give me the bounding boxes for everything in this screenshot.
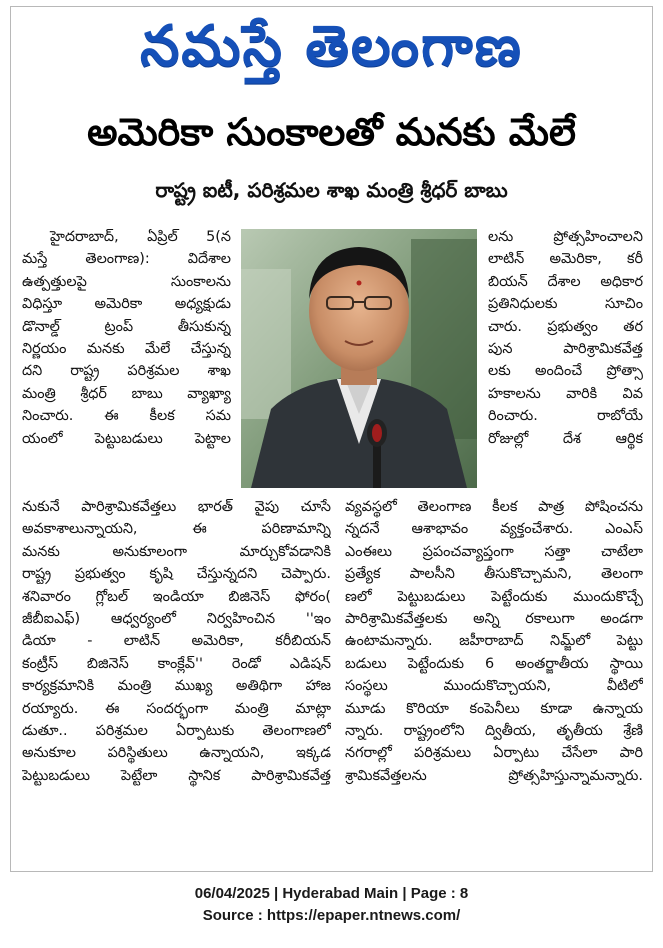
article-line: ఉత్పత్తులపై సుంకాలను (22, 273, 231, 290)
article-line: శనివారం గ్లోబల్ ఇండియా బిజినెస్ ఫోరం( (22, 588, 331, 605)
article-line: మస్తే తెలంగాణ): విదేశాల (22, 251, 231, 268)
article-line: అవకాశాలున్నాయని, ఈ పరిణామాన్ని (22, 521, 331, 538)
article-column-left (22, 226, 231, 450)
article-line: న్నారు. రాష్ట్రంలోని ద్వితీయ, తృతీయ శ్రేణి (345, 723, 643, 740)
article-line: జీబీఐఎఫ్) ఆధ్వర్యంలో నిర్వహించిన ''ఇం (22, 611, 331, 628)
article-line: లను ప్రోత్సహించాలని (488, 229, 643, 245)
edition-line: 06/04/2025 | Hyderabad Main | Page : 8 (194, 885, 469, 902)
article-line: ఉంటామన్నారు. జహీరాబాద్ నిమ్జ్‌లో పెట్టు (345, 633, 643, 650)
article-line: మనకు అనుకూలంగా మార్చుకోవడానికి (22, 543, 331, 560)
article-line: న్నదనే ఆశాభావం వ్యక్తంచేశారు. ఎంఎస్ (345, 521, 643, 538)
article-line: పారిశ్రామికవేత్తలకు అన్ని రకాలుగా అండగా (345, 611, 643, 628)
headline: అమెరికా సుంకాలతో మనకు మేలే (87, 110, 576, 154)
article-line: డుతూ.. పరిశ్రమల ఏర్పాటుకు తెలంగాణలో (22, 723, 331, 740)
article-line: ఎంఈలు ప్రపంచవ్యాప్తంగా సత్తా చాటేలా (345, 543, 643, 560)
article-column-lower-left (22, 496, 331, 787)
page-footer (0, 883, 663, 927)
article-line: డియా - లాటిన్ అమెరికా, కరీబియన్ (22, 633, 331, 650)
article-line: హకాలను వారికి వివ (488, 385, 643, 402)
minister-photo (241, 229, 477, 488)
article-line: ప్రతినిధులకు సూచిం (488, 296, 643, 313)
article-line: దని రాష్ట్ర పరిశ్రమల శాఖ (22, 363, 231, 380)
article-line: విధిస్తూ అమెరికా అధ్యక్షుడు (22, 296, 231, 313)
article-line: మూడు కొరియా కంపెనీలు కూడా ఉన్నాయ (345, 700, 643, 717)
article-column-right (488, 226, 643, 450)
masthead: నమస్తే తెలంగాణ (140, 13, 523, 79)
article-line: రాష్ట్ర ప్రభుత్వం కృషి చేస్తున్నదని చెప్పారు. (22, 566, 331, 583)
article-line: కార్యక్రమానికి మంత్రి ముఖ్య అతిథిగా హాజ (22, 678, 331, 695)
article-line: ణలో పెట్టుబడులు పెట్టేందుకు ముందుకొచ్చే (345, 588, 643, 605)
article-line: రయ్యారు. ఈ సందర్భంగా మంత్రి మాట్లా (22, 700, 331, 717)
article-column-lower-right (345, 496, 643, 787)
article-line: అనుకూల పరిస్థితులు ఉన్నాయని, ఇక్కడ (22, 745, 331, 762)
article-line: కంట్రీస్ బిజినెస్ కాంక్లేవ్'' రెండో ఎడిషన్ (22, 655, 331, 672)
article-line: యంలో పెట్టుబడులు పెట్టాల (22, 430, 231, 447)
article-line: వ్యవస్థలో తెలంగాణ కీలక పాత్ర పోషించను (345, 499, 643, 515)
article-line: నగరాల్లో పరిశ్రమలు ఏర్పాటు చేసేలా పారి (345, 745, 643, 762)
article-line: డొనాల్డ్ ట్రంప్ తీసుకున్న (22, 318, 231, 335)
article-line: నుకునే పారిశ్రామికవేత్తలు భారత్ వైపు చూసే (22, 499, 331, 515)
article-line: రోజుల్లో దేశ ఆర్థిక (488, 430, 643, 447)
article-line: బడులు పెట్టేందుకు 6 అంతర్జాతీయ స్థాయి (345, 655, 643, 672)
portrait-image (241, 229, 477, 488)
article-line: నిర్ణయం మనకు మేలే చేస్తున్న (22, 341, 231, 358)
article-line: పెట్టుబడులు పెట్టేలా స్థానిక పారిశ్రామికవేత్త (22, 767, 331, 784)
article-line: మంత్రి శ్రీధర్ బాబు వ్యాఖ్యా (22, 385, 231, 402)
article-line: నించారు. ఈ కీలక సమ (22, 408, 231, 425)
article-line: హైదరాబాద్, ఏప్రిల్ 5(న (50, 229, 231, 245)
article-line: లకు అందించే ప్రోత్సా (488, 363, 643, 380)
subheadline: రాష్ట్ర ఐటీ, పరిశ్రమల శాఖ మంత్రి శ్రీధర్ బాబు (155, 178, 508, 202)
source-line: Source : https://epaper.ntnews.com/ (202, 907, 461, 924)
article-line: లాటిన్ అమెరికా, కరీ (488, 251, 643, 268)
article-line: చారు. ప్రభుత్వం తర (488, 318, 643, 335)
article-line: శ్రామికవేత్తలను ప్రోత్సహిస్తున్నామన్నారు. (345, 767, 643, 784)
article-line: రించారు. రాబోయే (488, 408, 643, 425)
article-line: బియన్ దేశాల అధికార (488, 273, 643, 290)
article-line: ప్రత్యేక పాలసీని తీసుకొచ్చామని, తెలంగా (345, 566, 643, 583)
article-line: పున పారిశ్రామికవేత్త (488, 341, 643, 358)
article-line: సంస్థలు ముందుకొచ్చాయని, వీటిలో (345, 678, 643, 695)
